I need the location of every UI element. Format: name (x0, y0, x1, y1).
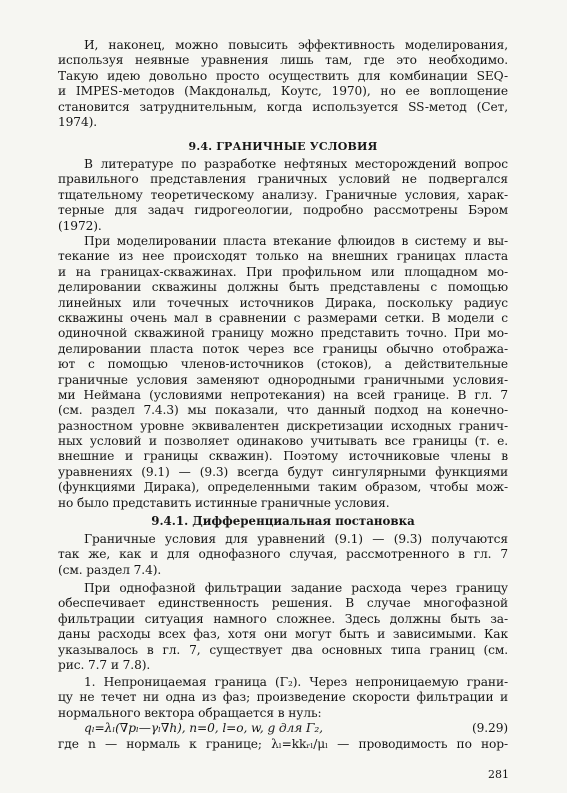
text-line: При однофазной фильтрации задание расхода через границу (84, 581, 508, 595)
text-line: нормального вектора обращается в нуль: (58, 705, 322, 720)
text-line: даны расходы всех фаз, хотя они могут быть и зависимыми. Как (58, 627, 508, 642)
text-line: (1972). (58, 218, 102, 233)
text-line: При моделировании пласта втекание флюидов в систему и вы- (84, 234, 508, 248)
text-line: скважины очень мал в сравнении с размерами сетки. В модели с (58, 310, 508, 325)
text-line: так же, как и для однофазного случая, рассмотренного в гл. 7 (58, 547, 508, 562)
subsection-title: 9.4.1. Дифференциальная постановка (151, 514, 415, 528)
paragraph-boundary-conditions (58, 532, 508, 578)
paragraph-impermeable-boundary (58, 675, 508, 752)
text-line: (функциями Дирака), определенными таким образом, чтобы мож- (58, 480, 508, 495)
equation-row (58, 721, 508, 736)
text-line: цу не течет ни одна из фаз; произведение скорости фильтрации и (58, 690, 508, 705)
text-line: делировании скважины должны быть представлены с помощью (58, 280, 508, 295)
text-line: (см. раздел 7.4). (58, 562, 162, 577)
text-line: уравнениях (9.1) — (9.3) всегда будут сингулярными функциями (58, 464, 508, 479)
text-line: 1. Непроницаемая граница (Γ₂). Через непроницаемую грани- (84, 675, 508, 689)
text-line: становится затруднительным, когда используется SS-метод (Сет, (58, 99, 508, 114)
text-line: и IMPES-методов (Макдональд, Коутс, 1970), но ее воплощение (58, 84, 508, 99)
equation-number: (9.29) (471, 721, 508, 736)
text-line: где n — нормаль к границе; λₗ=kkᵣₗ/μₗ — проводимость по нор- (58, 736, 508, 751)
text-line: В литературе по разработке нефтяных месторождений вопрос (84, 157, 508, 171)
text-line: 1974). (58, 114, 98, 129)
text-line: одиночной скважиной границу можно представить точно. При мо- (58, 326, 508, 341)
paragraph-efficiency (58, 38, 508, 130)
text-line: разностном уровне эквивалентен дискретизации исходных гранич- (58, 418, 508, 433)
paragraph-single-phase (58, 581, 508, 673)
text-line: делировании пласта поток через все границы обычно отобража- (58, 341, 508, 356)
text-line: правильного представления граничных условий не подвергался (58, 172, 508, 187)
text-line: линейных или точечных источников Дирака, поскольку радиус (58, 295, 508, 310)
section-title: 9.4. ГРАНИЧНЫЕ УСЛОВИЯ (188, 140, 378, 153)
text-line: ют с помощью членов-источников (стоков), а действительные (58, 357, 508, 372)
text-line: И, наконец, можно повысить эффективность моделирования, (84, 38, 508, 52)
text-line: (см. раздел 7.4.3) мы показали, что данный подход на конечно- (58, 403, 508, 418)
text-line: внешние и границы скважин). Поэтому источниковые члены в (58, 449, 508, 464)
text-line: граничные условия заменяют однородными граничными условия- (58, 372, 508, 387)
paragraph-literature (58, 157, 508, 234)
text-line: рис. 7.7 и 7.8). (58, 657, 151, 672)
text-line: обеспечивает единственность решения. В случае многофазной (58, 596, 508, 611)
text-line: ми Неймана (условиями непротекания) на всей границе. В гл. 7 (58, 387, 508, 402)
text-line: используя неявные уравнения лишь там, где это необходимо. (58, 53, 508, 68)
text-line: тщательному теоретическому анализу. Граничные условия, харак- (58, 187, 508, 202)
page-number: 281 (488, 768, 509, 781)
text-line: текание из нее происходят только на внешних границах пласта (58, 249, 508, 264)
text-line: фильтрации ситуация намного сложнее. Здесь должны быть за- (58, 611, 508, 626)
equation-text: qₗ=λₗ(∇pₗ—γₗ∇h), n=0, l=o, w, g для Γ₂, (84, 721, 323, 736)
text-line: ных условий и позволяет одинаково учитывать все границы (т. е. (58, 434, 508, 449)
text-line: Такую идею довольно просто осуществить для комбинации SEQ- (58, 68, 508, 83)
text-line: но было представить истинные граничные условия. (58, 495, 390, 510)
text-line: терные для задач гидрогеологии, подробно рассмотрены Бэром (58, 203, 508, 218)
paragraph-modeling (58, 234, 508, 511)
text-line: и на границах-скважинах. При профильном или площадном мо- (58, 264, 508, 279)
text-line: указывалось в гл. 7, существует два основных типа границ (см. (58, 642, 508, 657)
text-line: Граничные условия для уравнений (9.1) — (9.3) получаются (84, 532, 508, 546)
